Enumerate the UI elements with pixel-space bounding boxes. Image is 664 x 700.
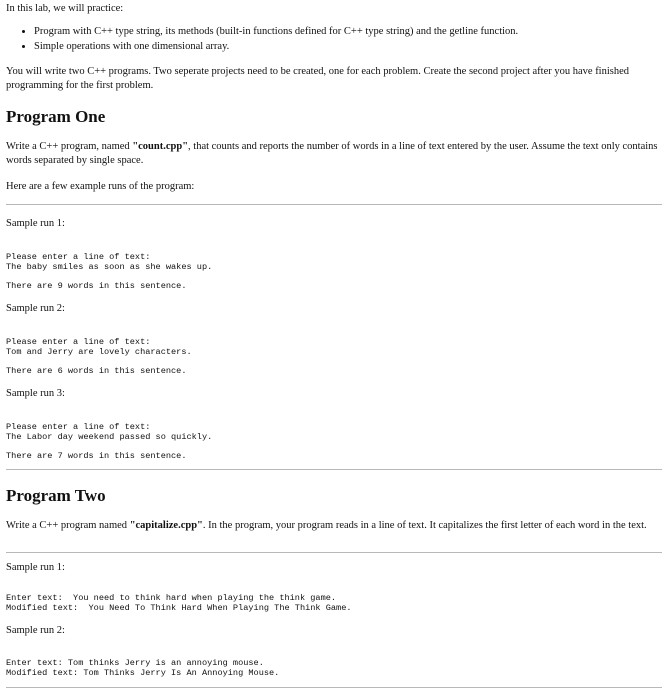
desc-text: , that counts and reports the number of words in a line of text entered by the user. Assume the text only contains words separated by single space. [6, 141, 658, 166]
examples-intro: Here are a few example runs of the program: [6, 181, 195, 192]
intro-text: In this lab, we will practice: [6, 3, 124, 14]
sample-run-label: Sample run 1: [6, 218, 65, 229]
file-name: "count.cpp" [132, 141, 189, 152]
program-two-heading: Program Two [6, 486, 106, 505]
practice-item: • Simple operations with one dimensional array. [34, 39, 518, 54]
overview-paragraph: You will write two C++ programs. Two seperate projects need to be created, one for each problem. Create the second project after you have finished programming for the first problem. [6, 66, 630, 91]
code-output: There are 9 words in this sentence. [6, 281, 187, 291]
divider [6, 204, 662, 205]
practice-list [18, 24, 518, 54]
code-output: There are 7 words in this sentence. [6, 451, 187, 461]
code-line: Enter text: You need to think hard when playing the think game. [6, 593, 337, 603]
code-output: There are 6 words in this sentence. [6, 366, 187, 376]
sample-run-label: Sample run 3: [6, 388, 65, 399]
code-input: The Labor day weekend passed so quickly. [6, 432, 213, 442]
code-line: Modified text: Tom Thinks Jerry Is An Annoying Mouse. [6, 668, 280, 678]
program-one-description [6, 140, 661, 168]
code-prompt: Please enter a line of text: [6, 337, 151, 347]
file-name: "capitalize.cpp" [129, 520, 203, 531]
code-input: Tom and Jerry are lovely characters. [6, 347, 192, 357]
practice-item: • Program with C++ type string, its methods (built-in functions defined for C++ type string) and the getline function. [34, 24, 518, 39]
sample-run-label: Sample run 2: [6, 625, 65, 636]
code-prompt: Please enter a line of text: [6, 252, 151, 262]
code-input: The baby smiles as soon as she wakes up. [6, 262, 213, 272]
divider [6, 469, 662, 470]
program-two-description [6, 519, 661, 533]
program-one-heading: Program One [6, 107, 106, 126]
desc-text: Write a C++ program named [6, 520, 130, 531]
divider [6, 552, 662, 553]
divider [6, 687, 662, 688]
code-prompt: Please enter a line of text: [6, 422, 151, 432]
sample-run-label: Sample run 1: [6, 562, 65, 573]
code-line: Modified text: You Need To Think Hard When Playing The Think Game. [6, 603, 352, 613]
code-line: Enter text: Tom thinks Jerry is an annoying mouse. [6, 658, 264, 668]
desc-text: Write a C++ program, named [6, 141, 133, 152]
sample-run-label: Sample run 2: [6, 303, 65, 314]
desc-text: . In the program, your program reads in a line of text. It capitalizes the first letter of each word in the text. [202, 520, 647, 531]
